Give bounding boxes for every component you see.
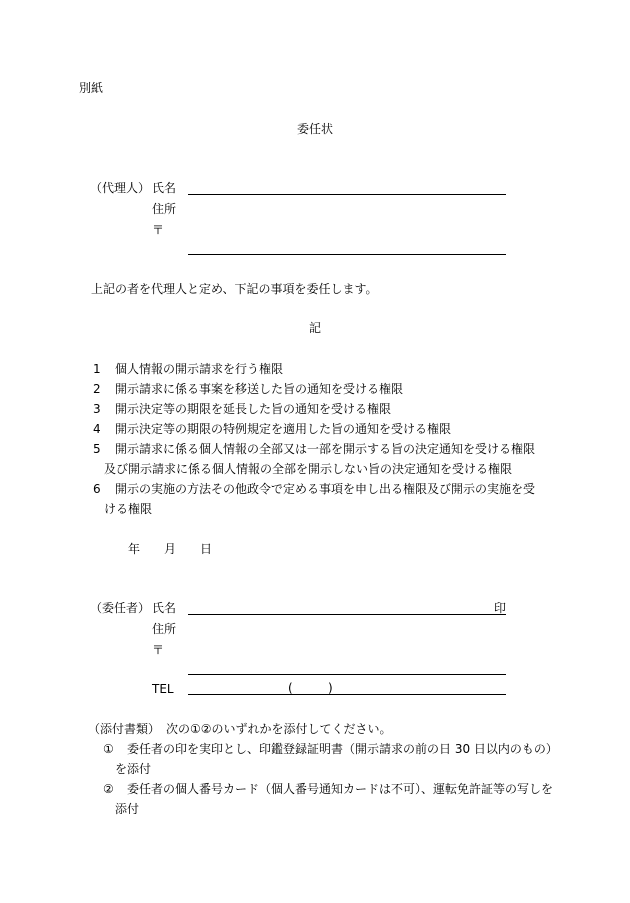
attachment-text: 委任者の印を実印とし、印鑑登録証明書（開示請求の前の日 30 日以内のもの） — [127, 742, 558, 756]
attachments-intro: 次の①②のいずれかを添付してください。 — [166, 722, 392, 736]
date-year-label: 年 — [128, 542, 141, 556]
tel-label: TEL — [152, 682, 174, 696]
item-text: 開示決定等の期限を延長した旨の通知を受ける権限 — [115, 402, 392, 416]
item-text: 個人情報の開示請求を行う権限 — [115, 362, 284, 376]
attachment-text-continuation: 添付 — [115, 802, 140, 816]
delegator-name-label: 氏名 — [152, 601, 177, 615]
date-day-label: 日 — [200, 542, 213, 556]
item-number: 5 — [93, 442, 101, 456]
item-text-continuation: 及び開示請求に係る個人情報の全部を開示しない旨の決定通知を受ける権限 — [104, 462, 513, 476]
agent-address-label: 住所 — [152, 202, 177, 216]
agent-name-line — [188, 194, 506, 195]
item-text: 開示請求に係る事案を移送した旨の通知を受ける権限 — [115, 382, 404, 396]
tel-line — [188, 694, 506, 695]
attachments-label: （添付書類） — [88, 722, 161, 736]
delegator-section-label: （委任者） — [90, 601, 151, 615]
ki-heading: 記 — [309, 321, 322, 335]
item-text-continuation: ける権限 — [104, 502, 153, 516]
attachment-mark: ① — [103, 742, 114, 756]
item-text: 開示の実施の方法その他政令で定める事項を申し出る権限及び開示の実施を受 — [115, 482, 536, 496]
attachment-mark: ② — [103, 782, 114, 796]
attachment-text-continuation: を添付 — [115, 762, 152, 776]
agent-section-label: （代理人） — [90, 181, 151, 195]
delegator-name-line — [188, 614, 506, 615]
tel-paren-open: ( — [288, 681, 293, 695]
delegator-address-line — [188, 674, 506, 675]
seal-mark: 印 — [494, 601, 507, 615]
delegation-statement: 上記の者を代理人と定め、下記の事項を委任します。 — [91, 282, 378, 296]
date-month-label: 月 — [164, 542, 177, 556]
item-text: 開示決定等の期限の特例規定を適用した旨の通知を受ける権限 — [115, 422, 452, 436]
item-number: 2 — [93, 382, 101, 396]
item-number: 3 — [93, 402, 101, 416]
agent-name-label: 氏名 — [152, 181, 177, 195]
attachment-text: 委任者の個人番号カード（個人番号通知カードは不可）、運転免許証等の写しを — [127, 782, 554, 796]
page-title: 委任状 — [297, 122, 334, 136]
agent-address-line — [188, 254, 506, 255]
tel-paren-close: ) — [328, 681, 333, 695]
delegator-address-label: 住所 — [152, 622, 177, 636]
item-number: 1 — [93, 362, 101, 376]
item-text: 開示請求に係る個人情報の全部又は一部を開示する旨の決定通知を受ける権限 — [115, 442, 536, 456]
delegator-postal-mark: 〒 — [152, 643, 165, 657]
item-number: 4 — [93, 422, 101, 436]
appendix-label: 別紙 — [79, 81, 104, 95]
item-number: 6 — [93, 482, 101, 496]
agent-postal-mark: 〒 — [152, 223, 165, 237]
